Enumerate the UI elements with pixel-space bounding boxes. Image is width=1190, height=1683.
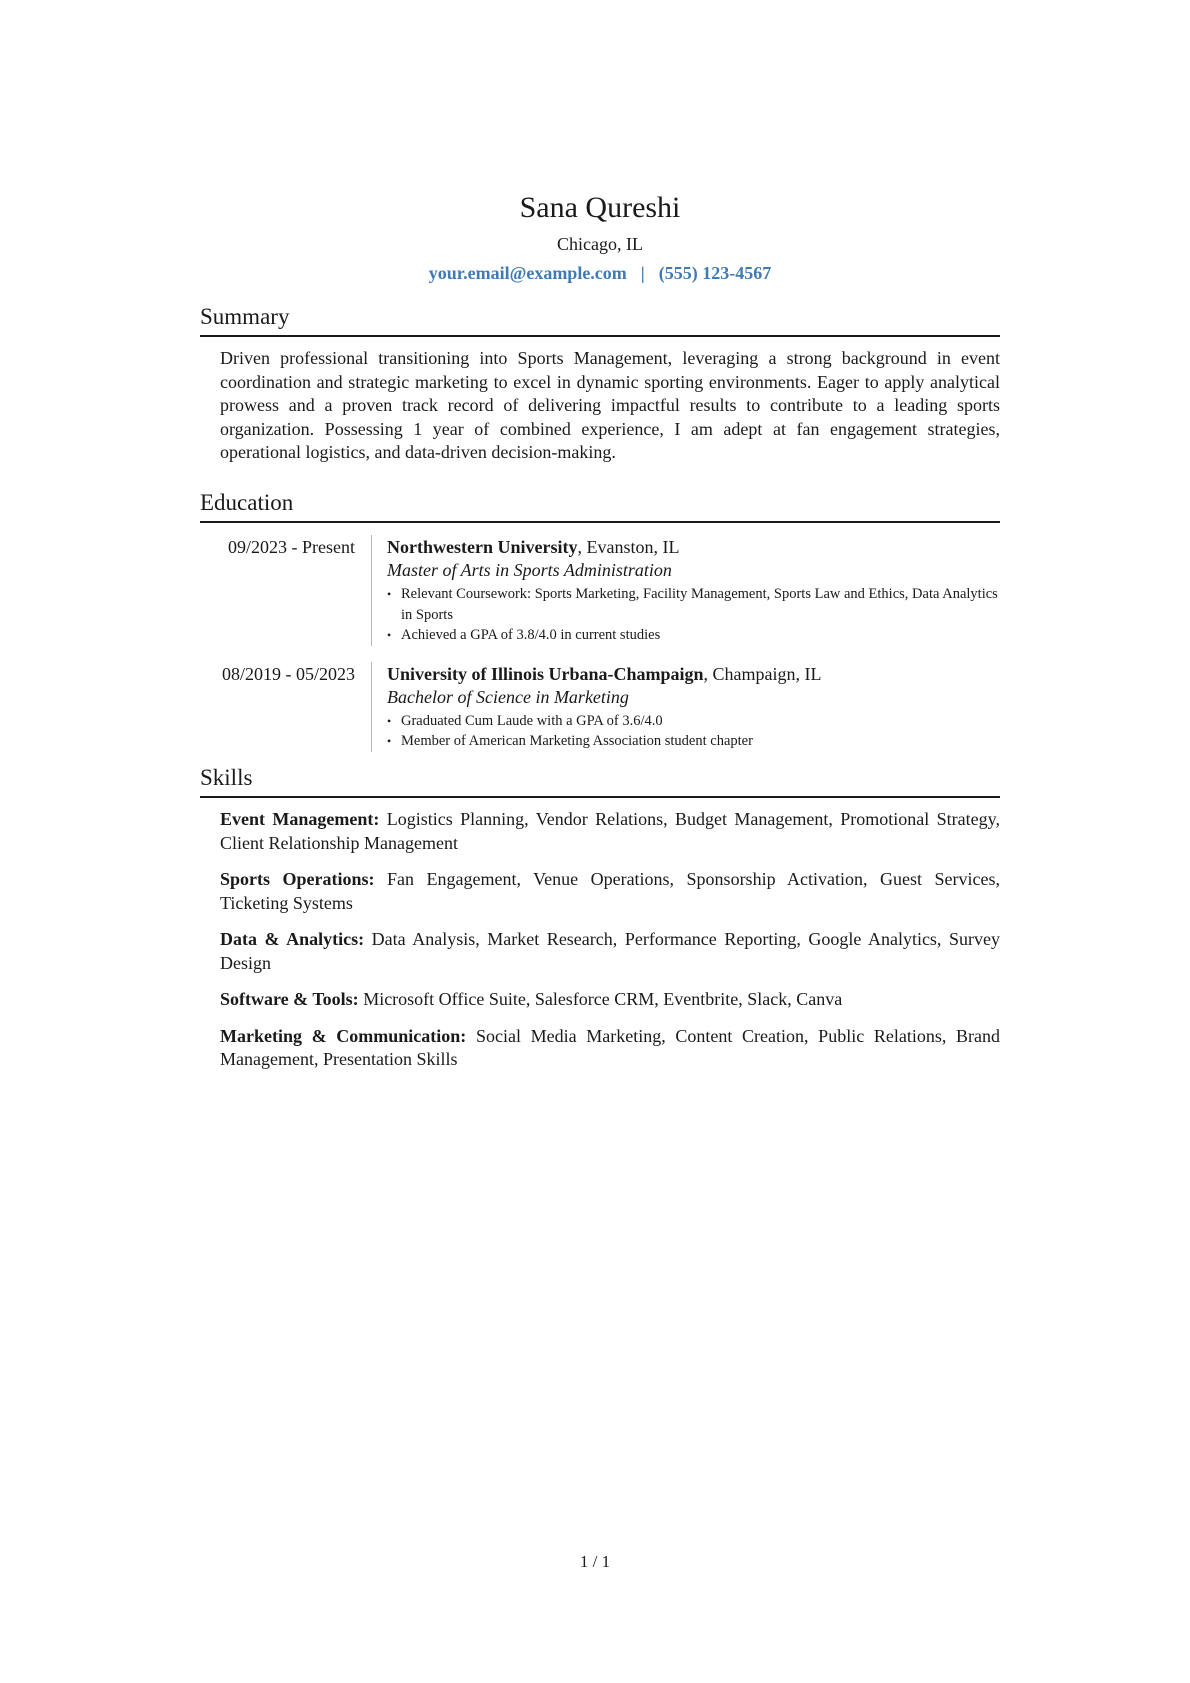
degree-title: Bachelor of Science in Marketing [387,686,629,707]
institution-name: University of Illinois Urbana-Champaign [387,663,704,684]
degree-title: Master of Arts in Sports Administration [387,560,672,580]
skill-label: Software & Tools: [220,989,359,1009]
education-bullets [387,584,1000,646]
skill-label: Event Management: [220,809,380,829]
skill-value: Logistics Planning, Vendor Relations, Budget Management, Promotional Strategy, Client Relationship Management [220,809,1000,853]
education-section [200,489,1000,752]
skills-section [200,764,1000,1072]
education-bullet: • Member of American Marketing Association student chapter [387,731,1000,752]
education-dates: 09/2023 - Present [228,537,355,557]
education-institution-line [387,535,1000,559]
education-bullet: • Relevant Coursework: Sports Marketing, Facility Management, Sports Law and Ethics, Data Analytics in Sports [387,584,1000,625]
phone-link[interactable]: (555) 123-4567 [658,263,772,283]
institution-name: Northwestern University [387,537,578,557]
education-entry [200,535,1000,646]
skills-heading: Skills [200,765,253,790]
skill-value: Microsoft Office Suite, Salesforce CRM, Eventbrite, Slack, Canva [358,989,843,1009]
education-institution-line [387,662,1000,686]
skill-item [220,808,1000,855]
education-heading: Education [200,490,294,515]
skill-item [220,988,1000,1012]
contact-separator: | [640,263,645,283]
education-bullet: • Achieved a GPA of 3.8/4.0 in current studies [387,625,1000,646]
education-bullets [387,711,1000,752]
skill-value: Fan Engagement, Venue Operations, Sponsorship Activation, Guest Services, Ticketing Systems [220,869,1000,913]
candidate-name: Sana Qureshi [519,191,681,224]
candidate-location: Chicago, IL [557,234,643,254]
skill-value: Social Media Marketing, Content Creation, Public Relations, Brand Management, Presentation Skills [220,1025,1000,1069]
skill-value: Data Analysis, Market Research, Performance Reporting, Google Analytics, Survey Design [220,929,1000,973]
skill-item [220,1025,1000,1072]
summary-rule [200,335,1000,337]
summary-heading: Summary [200,304,290,329]
summary-text: Driven professional transitioning into Sports Management, leveraging a strong background in event coordination and strategic marketing to excel in dynamic sporting environments. Eager to apply analytical prowess and a proven track record of delivering impactful results to contribute to a leading sports organization. Possessing 1 year of combined experience, I am adept at fan engagement strategies, operational logistics, and data-driven decision-making. [220,348,1000,462]
skills-rule [200,796,1000,798]
skill-item [220,868,1000,915]
education-rule [200,521,1000,523]
skill-item [220,928,1000,975]
skill-label: Data & Analytics: [220,929,365,949]
education-dates: 08/2019 - 05/2023 [222,663,355,684]
education-bullet: • Graduated Cum Laude with a GPA of 3.6/4.0 [387,711,1000,732]
skill-label: Marketing & Communication: [220,1025,467,1046]
institution-location: , Evanston, IL [577,537,680,557]
summary-section [200,303,1000,465]
resume-header [200,190,1000,285]
institution-location: , Champaign, IL [703,663,822,684]
page-indicator: 1 / 1 [579,1552,611,1571]
skill-label: Sports Operations: [220,869,375,889]
email-link[interactable]: your.email@example.com [428,263,627,283]
contact-line [200,261,1000,285]
education-entry [200,662,1000,752]
